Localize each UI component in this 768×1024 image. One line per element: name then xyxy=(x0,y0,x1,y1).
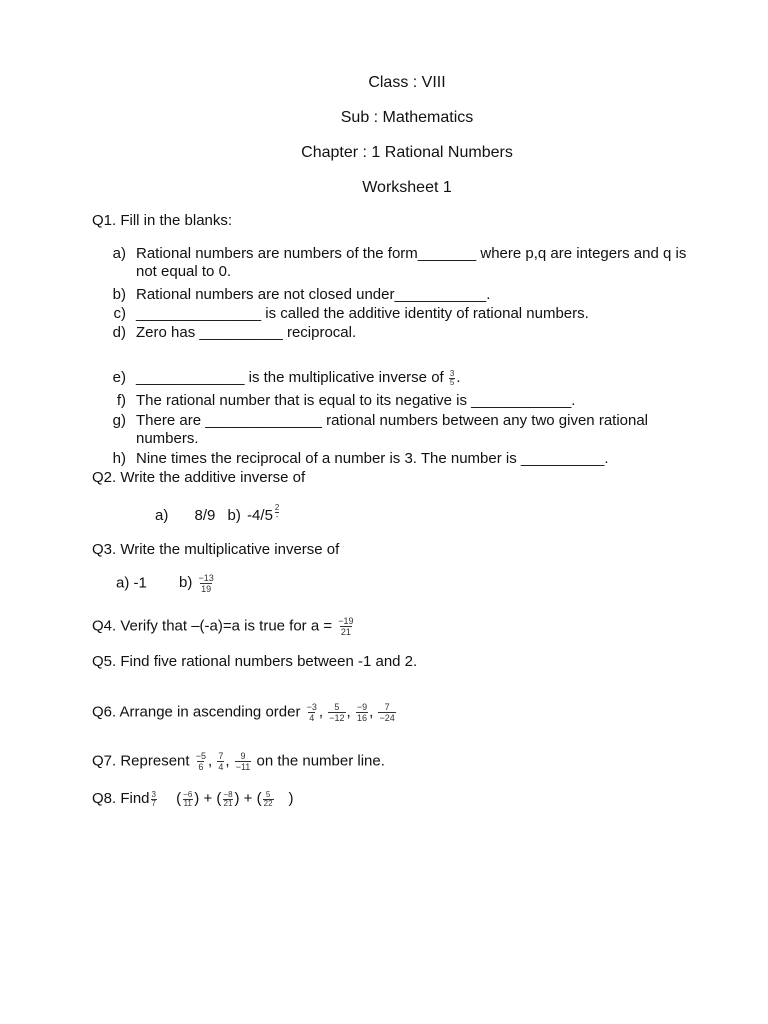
fraction: $\frac{-9}{16}$ xyxy=(356,702,368,723)
item-text: Zero has __________ reciprocal. xyxy=(136,324,357,341)
class-heading: Class : VIII xyxy=(368,74,446,91)
fraction: $\frac{7}{-24}$ xyxy=(379,702,395,723)
item-text: Nine times the reciprocal of a number is 3. The number is __________. xyxy=(136,450,609,467)
fraction: $\frac{-8}{21}$ xyxy=(223,789,233,808)
fraction: $\frac{-3}{4}$ xyxy=(306,702,317,723)
fraction: $\frac{3}{7}$ xyxy=(151,789,156,808)
item-letter: e) xyxy=(112,369,126,386)
fraction: $\frac{-5}{6}$ xyxy=(195,751,206,772)
fraction: $\frac{5}{-12}$ xyxy=(329,702,345,723)
q2-a-value: 8/9 xyxy=(194,507,216,524)
worksheet-heading: Worksheet 1 xyxy=(362,179,452,196)
q7-line: Q7. Represent $\frac{-5}{6}$ , $\frac{7}{4}$ , $\frac{9}{-11}$ on the number line. xyxy=(92,751,385,772)
q5-text: Q5. Find five rational numbers between -1 and 2. xyxy=(92,653,418,670)
q6-line: Q6. Arrange in ascending order $\frac{-3}{4}$ , $\frac{5}{-12}$ , $\frac{-9}{16}$ , $\frac{7}{-24}$ xyxy=(92,702,395,723)
item-text: Rational numbers are not closed under___________. xyxy=(136,286,491,303)
item-text: Rational numbers are numbers of the form_______ where p,q are integers and q is xyxy=(136,245,687,262)
item-text: The rational number that is equal to its negative is ____________. xyxy=(136,392,576,409)
q8-prefix: Q8. Find xyxy=(92,790,150,807)
q3-a-label: a) -1 xyxy=(116,574,147,592)
q2-b-value: -4/5 xyxy=(247,507,273,524)
item-letter: g) xyxy=(112,412,126,429)
q7-prefix: Q7. Represent xyxy=(92,752,190,770)
item-text-cont: not equal to 0. xyxy=(136,263,232,280)
item-text: _______________ is called the additive identity of rational numbers. xyxy=(136,305,589,322)
item-letter: h) xyxy=(112,450,126,467)
fraction: $\frac{-13}{19}$ xyxy=(198,573,214,594)
fraction: $\frac{-6}{11}$ xyxy=(183,789,193,808)
q8-line: Q8. Find $\frac{3}{7}$ ( $\frac{-6}{11}$ ) + ( $\frac{-8}{21}$ ) + ( $\frac{5}{22}$ ) xyxy=(92,789,294,808)
chapter-heading: Chapter : 1 Rational Numbers xyxy=(301,144,513,161)
item-letter: a) xyxy=(112,245,126,262)
q3-answers xyxy=(116,573,216,594)
q1-title: Q1. Fill in the blanks: xyxy=(92,212,233,229)
item-letter: d) xyxy=(112,324,126,341)
item-text: There are ______________ rational numbers between any two given rational xyxy=(136,412,649,429)
q3-b-label: b) xyxy=(179,574,193,592)
q7-suffix: on the number line. xyxy=(256,752,385,770)
fraction: $\frac{5}{22}$ xyxy=(263,789,273,808)
fraction: $\frac{2}{-}$ xyxy=(274,502,280,521)
q4-line xyxy=(92,616,356,637)
q6-text: Q6. Arrange in ascending order xyxy=(92,703,301,721)
fraction: $\frac{-19}{21}$ xyxy=(338,616,354,637)
item-letter: b) xyxy=(112,286,126,303)
q2-a-label: a) xyxy=(155,507,169,524)
q3-title: Q3. Write the multiplicative inverse of xyxy=(92,541,340,558)
subject-heading: Sub : Mathematics xyxy=(340,109,474,126)
item-text: _____________ is the multiplicative inverse of $\frac{3}{5}$ . xyxy=(136,368,461,387)
fraction: $\frac{3}{5}$ xyxy=(449,368,455,387)
q2-title: Q2. Write the additive inverse of xyxy=(92,469,306,486)
item-text-cont: numbers. xyxy=(136,430,199,447)
q4-text: Q4. Verify that –(-a)=a is true for a = xyxy=(92,617,333,635)
q2-answers xyxy=(155,502,281,524)
item-letter: c) xyxy=(113,305,126,322)
q2-b-label: b) xyxy=(227,507,241,524)
fraction: $\frac{7}{4}$ xyxy=(218,751,224,772)
item-letter: f) xyxy=(116,392,126,409)
fraction: $\frac{9}{-11}$ xyxy=(235,751,251,772)
